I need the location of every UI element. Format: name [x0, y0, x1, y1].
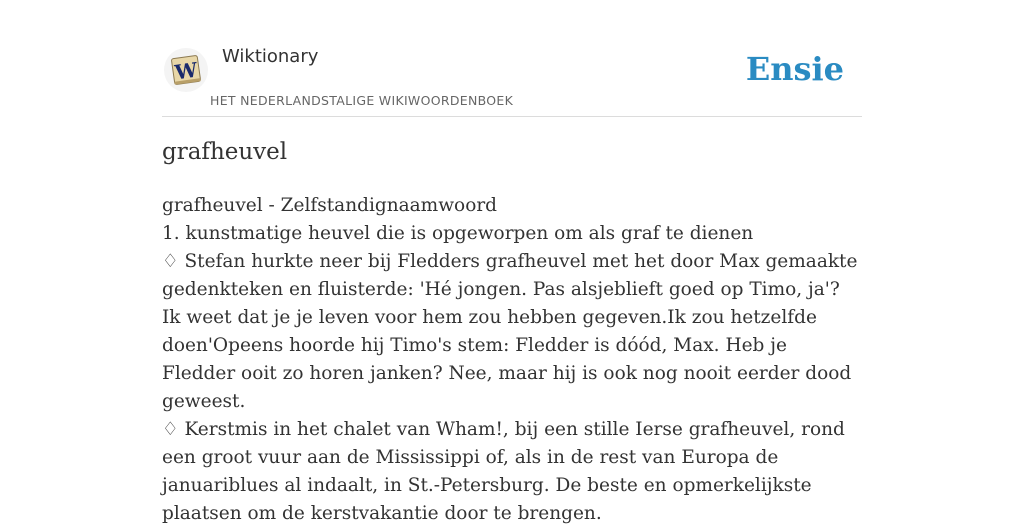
page-title: grafheuvel [162, 139, 288, 165]
example-sentence: ♢ Kerstmis in het chalet van Wham!, bij een stille Ierse grafheuvel, rond een groot vuur aan de Mississippi of, als in de rest van Europa de januariblues al indaalt, in St.-Petersburg. De beste en opmerkelijkste plaatsen om de kerstvakantie door te brengen. [162, 419, 845, 524]
ensie-brand-link[interactable]: Ensie [745, 50, 844, 88]
site-name[interactable]: Wiktionary [222, 46, 319, 67]
example-sentence: ♢ Stefan hurkte neer bij Fledders grafheuvel met het door Max gemaakte gedenkteken en fluisterde: 'Hé jongen. Pas alsjeblieft goed op Timo, ja'? Ik weet dat je je leven voor hem zou hebben gegeven.Ik zou hetzelfde doen'Opeens hoorde hij Timo's stem: Fledder is dóód, Max. Heb je Fledder ooit zo horen janken? Nee, maar hij is ook nog nooit eerder dood geweest. [162, 251, 858, 412]
wiktionary-logo-icon[interactable] [164, 48, 208, 92]
definition-body [162, 192, 862, 528]
definition-meaning: 1. kunstmatige heuvel die is opgeworpen om als graf te dienen [162, 223, 754, 244]
svg-text:W: W [173, 57, 199, 85]
site-header [162, 0, 862, 117]
site-tagline: HET NEDERLANDSTALIGE WIKIWOORDENBOEK [210, 93, 514, 108]
definition-heading: grafheuvel - Zelfstandignaamwoord [162, 195, 498, 216]
wiktionary-logo-icon-graphic [169, 53, 203, 87]
page [162, 0, 862, 524]
